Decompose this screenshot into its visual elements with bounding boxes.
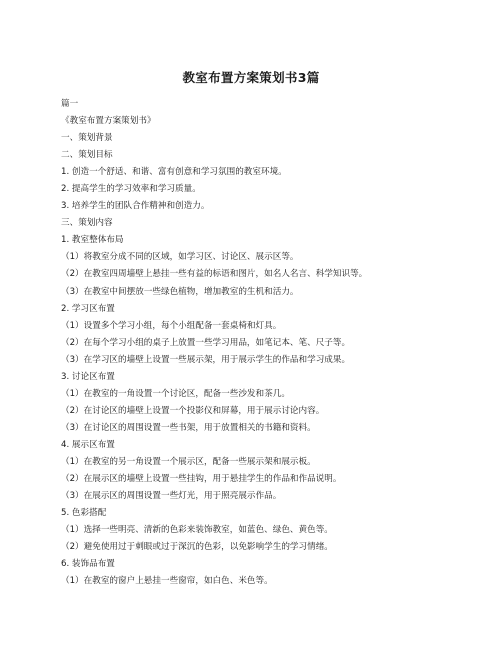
document-title: 教室布置方案策划书3篇 [182, 70, 320, 85]
document-body [61, 96, 481, 590]
text-line: （1）在教室的另一角设置一个展示区，配备一些展示架和展示板。 [61, 456, 316, 467]
text-line: （1）将教室分成不同的区域，如学习区、讨论区、展示区等。 [61, 252, 299, 263]
text-line: （2）在教室四周墙壁上悬挂一些有益的标语和图片，如名人名言、科学知识等。 [61, 269, 368, 280]
text-line: 一、策划背景 [61, 133, 113, 144]
text-line: 篇一 [61, 99, 79, 109]
text-line: （1）在教室的一角设置一个讨论区，配备一些沙发和茶几。 [61, 388, 290, 399]
text-line: （1）在教室的窗户上悬挂一些窗帘，如白色、米色等。 [61, 576, 273, 587]
text-line: 4. 展示区布置 [61, 439, 115, 450]
text-line: 6. 装饰品布置 [61, 559, 115, 570]
text-line: 2. 提高学生的学习效率和学习质量。 [61, 184, 201, 195]
text-line: 三、策划内容 [61, 218, 113, 229]
text-line: 5. 色彩搭配 [61, 508, 107, 519]
text-line: 1. 教室整体布局 [61, 235, 124, 246]
text-line: 2. 学习区布置 [61, 303, 115, 314]
text-line: （2）在展示区的墙壁上设置一些挂钩，用于悬挂学生的作品和作品说明。 [61, 474, 342, 485]
text-line: 3. 培养学生的团队合作精神和创造力。 [61, 201, 210, 212]
text-line: （3）在展示区的周围设置一些灯光，用于照亮展示作品。 [61, 491, 282, 502]
text-line: （2）在每个学习小组的桌子上放置一些学习用品，如笔记本、笔、尺子等。 [61, 337, 351, 348]
text-line: 1. 创造一个舒适、和谐、富有创意和学习氛围的教室环境。 [61, 167, 287, 178]
text-line: （3）在教室中间摆放一些绿色植物，增加教室的生机和活力。 [61, 286, 299, 297]
text-line: 二、策划目标 [61, 150, 113, 161]
text-line: （1）选择一些明亮、清新的色彩来装饰教室，如蓝色、绿色、黄色等。 [61, 525, 333, 536]
text-line: 3. 讨论区布置 [61, 371, 115, 382]
text-line: （1）设置多个学习小组，每个小组配备一套桌椅和灯具。 [61, 320, 282, 331]
text-line: （3）在讨论区的周围设置一些书架，用于放置相关的书籍和资料。 [61, 422, 316, 433]
text-line: （2）在讨论区的墙壁上设置一个投影仪和屏幕，用于展示讨论内容。 [61, 405, 325, 416]
text-line: （3）在学习区的墙壁上设置一些展示架，用于展示学生的作品和学习成果。 [61, 354, 351, 365]
text-line: （2）避免使用过于刺眼或过于深沉的色彩，以免影响学生的学习情绪。 [61, 542, 333, 553]
text-line: 《教室布置方案策划书》 [61, 116, 156, 127]
